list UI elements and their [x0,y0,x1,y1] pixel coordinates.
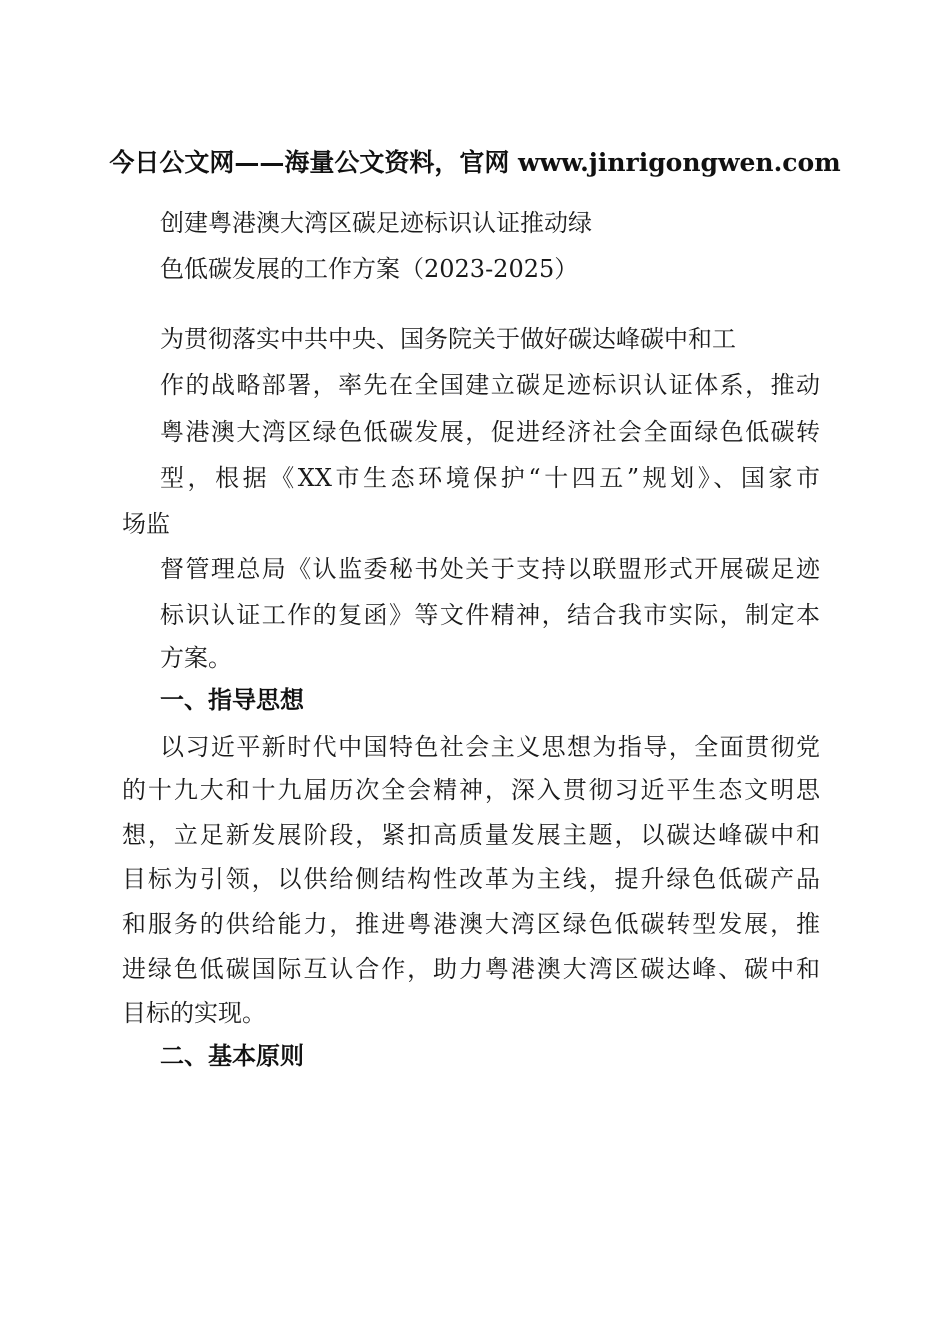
section1-line-3: 想，立足新发展阶段，紧扣高质量发展主题，以碳达峰碳中和 [122,821,820,849]
section1-line-6: 进绿色低碳国际互认合作，助力粤港澳大湾区碳达峰、碳中和 [122,955,820,983]
section-heading-guiding-ideology: 一、指导思想 [160,686,304,714]
intro-line-2: 作的战略部署，率先在全国建立碳足迹标识认证体系，推动 [160,371,820,399]
section1-line-1: 以习近平新时代中国特色社会主义思想为指导，全面贯彻党 [160,733,820,761]
intro-line-6: 督管理总局《认监委秘书处关于支持以联盟形式开展碳足迹 [160,555,820,583]
title-line-2: 色低碳发展的工作方案（2023-2025） [160,255,579,283]
title-line-1: 创建粤港澳大湾区碳足迹标识认证推动绿 [160,209,592,237]
section1-line-5: 和服务的供给能力，推进粤港澳大湾区绿色低碳转型发展，推 [122,910,820,938]
intro-line-4: 型，根据《XX市生态环境保护“十四五”规划》、国家市 [160,464,820,492]
intro-line-7: 标识认证工作的复函》等文件精神，结合我市实际，制定本 [160,601,820,629]
section1-line-4: 目标为引领，以供给侧结构性改革为主线，提升绿色低碳产品 [122,865,820,893]
intro-line-5: 场监 [122,510,170,538]
site-header: 今日公文网——海量公文资料，官网 www.jinrigongwen.com [109,148,841,177]
section1-line-2: 的十九大和十九届历次全会精神，深入贯彻习近平生态文明思 [122,776,820,804]
section1-line-7: 目标的实现。 [122,999,266,1027]
intro-line-1: 为贯彻落实中共中央、国务院关于做好碳达峰碳中和工 [160,325,736,353]
intro-line-3: 粤港澳大湾区绿色低碳发展，促进经济社会全面绿色低碳转 [160,418,820,446]
section-heading-basic-principles: 二、基本原则 [160,1042,304,1070]
intro-line-8: 方案。 [160,644,232,672]
